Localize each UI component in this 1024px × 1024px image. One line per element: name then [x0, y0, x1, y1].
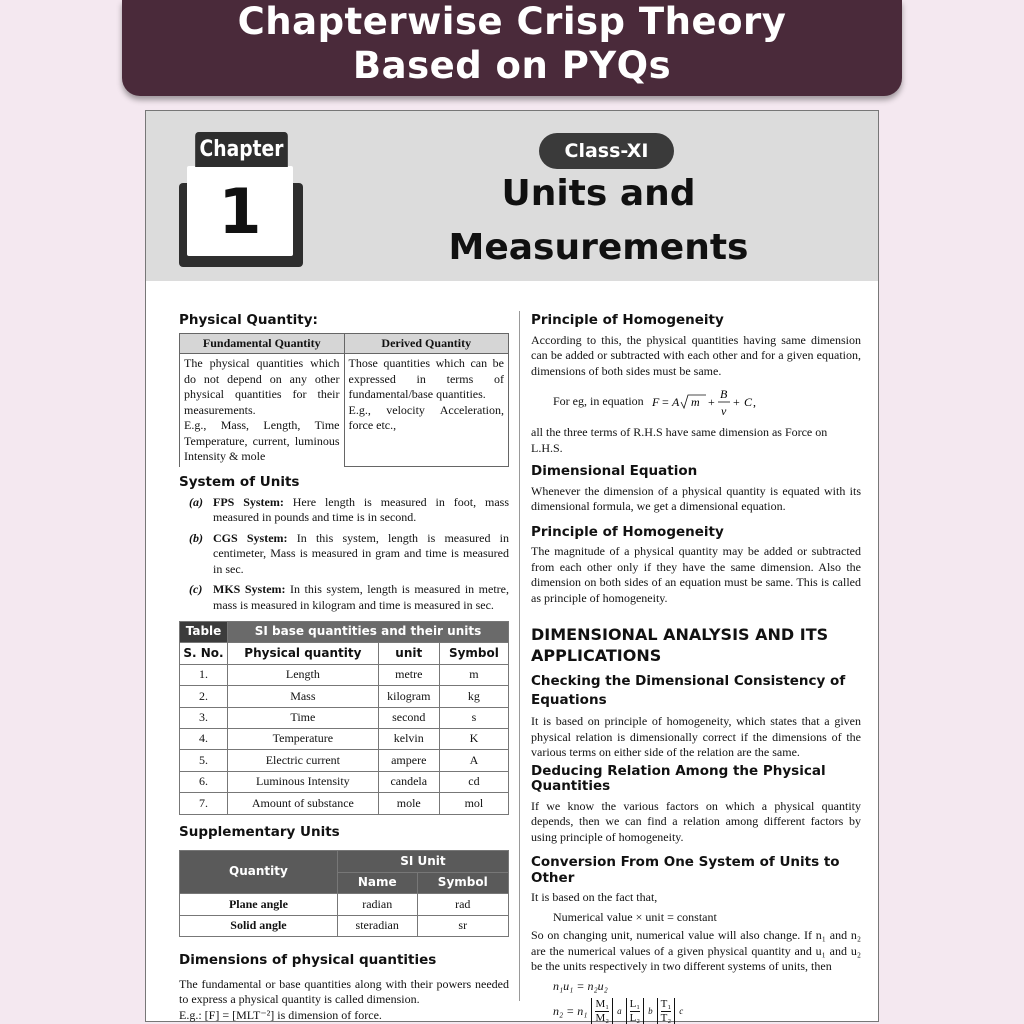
- table-cell: Temperature: [228, 728, 379, 749]
- example-label: For eg, in equation: [553, 394, 644, 409]
- list-label: (c): [189, 582, 203, 596]
- table-cell: Luminous Intensity: [228, 771, 379, 792]
- homogeneity-text: According to this, the physical quantities having same dimension can be added or subtracted with each other and for a given equation, dimensions of both sides must be same.: [531, 332, 861, 378]
- book-page: [145, 110, 879, 1022]
- checking-text: It is based on principle of homogeneity, which states that a given physical relation is dimensionally correct if the dimensions of the various terms on either side of the relation are the same.: [531, 714, 861, 759]
- svg-text:m: m: [690, 395, 700, 409]
- chapter-header: [146, 111, 878, 281]
- svg-text:=: =: [661, 395, 669, 409]
- table-cell: kelvin: [378, 728, 439, 749]
- homogeneity-after: all the three terms of R.H.S have same dimension as Force on L.H.S.: [531, 425, 828, 455]
- symbol-header: Symbol: [417, 872, 508, 894]
- fundamental-header: Fundamental Quantity: [180, 333, 345, 354]
- fundamental-definition-text: The physical quantities which do not depend on any other physical quantities for their measurements.: [184, 356, 340, 417]
- si-unit-header: SI Unit: [337, 851, 508, 873]
- system-fps: [189, 495, 509, 526]
- table-row: [180, 793, 509, 814]
- table-cell: rad: [417, 894, 508, 916]
- system-text: Here length is measured in foot, mass measured in pounds and time is in second.: [213, 494, 509, 524]
- table-cell: Solid angle: [180, 915, 338, 937]
- mass-ratio: M₁ M₂: [591, 998, 613, 1024]
- table-cell: Mass: [228, 686, 379, 707]
- table-cell: second: [378, 707, 439, 728]
- table-cell: candela: [378, 771, 439, 792]
- col-header-sno: S. No.: [180, 643, 228, 664]
- quantity-header: Quantity: [180, 851, 338, 894]
- col-header-unit: unit: [378, 643, 439, 664]
- svg-text:B: B: [719, 387, 727, 401]
- checking-heading: Checking the Dimensional Consistency of Equations: [531, 673, 846, 708]
- system-text: In this system, length is measured in metre, mass is measured in kilogram and time is measured in sec.: [213, 582, 509, 612]
- si-base-table: [179, 621, 509, 815]
- table-cell: radian: [337, 894, 417, 916]
- table-row: [180, 750, 509, 771]
- table-row: [180, 707, 509, 728]
- chapter-title: [446, 167, 751, 275]
- dimensions-heading: Dimensions of physical quantities: [179, 952, 437, 969]
- dimensions-example: E.g.: [F] = [MLT⁻²] is dimension of force.: [179, 1007, 382, 1022]
- svg-text:A: A: [671, 395, 679, 409]
- chapter-tab: Chapter: [195, 132, 288, 167]
- chapter-title-line-1: Units and: [501, 173, 696, 214]
- deducing-text: If we know the various factors on which a physical quantity depends, then we can find a relation among different factors by using principle of homogeneity.: [531, 798, 861, 844]
- table-caption-label: Table: [180, 622, 228, 643]
- table-cell: 1.: [180, 664, 228, 685]
- table-cell: steradian: [337, 915, 417, 937]
- svg-text:F: F: [651, 395, 659, 409]
- table-cell: 6.: [180, 771, 228, 792]
- list-label: (a): [189, 494, 203, 509]
- system-name: FPS System:: [213, 494, 284, 509]
- quantity-table: [179, 333, 509, 468]
- name-header: Name: [337, 872, 417, 894]
- conversion-heading: Conversion From One System of Units to Other: [531, 854, 840, 886]
- table-row: [180, 771, 509, 792]
- table-cell: 2.: [180, 686, 228, 707]
- list-label: (b): [189, 530, 203, 545]
- dimensional-analysis-heading: DIMENSIONAL ANALYSIS AND ITS APPLICATIONS: [531, 625, 829, 665]
- physical-quantity-heading: Physical Quantity:: [179, 312, 318, 328]
- col-header-quantity: Physical quantity: [228, 643, 379, 664]
- table-cell: Electric current: [228, 750, 379, 771]
- table-row: [180, 915, 509, 937]
- conversion-text-3: So on changing unit, numerical value will also change. If n₁ and n₂ are the numerical values of a given physical quantity and u₁ and u₂ be the units respectively in two different systems of units, then: [531, 928, 861, 973]
- conversion-text-1: It is based on the fact that,: [531, 890, 658, 904]
- dimensional-equation-text: Whenever the dimension of a physical quantity is equated with its dimensional formula, we get a dimensional equation.: [531, 483, 861, 513]
- table-cell: Plane angle: [180, 894, 338, 916]
- column-divider: [519, 311, 520, 1001]
- table-cell: Amount of substance: [228, 793, 379, 814]
- supplementary-table: [179, 850, 509, 937]
- svg-text:,: ,: [752, 395, 756, 409]
- system-of-units-heading: System of Units: [179, 474, 300, 490]
- table-cell: K: [439, 728, 508, 749]
- system-name: MKS System:: [213, 582, 286, 596]
- svg-text:v: v: [720, 404, 726, 418]
- table-caption: SI base quantities and their units: [228, 622, 509, 643]
- table-cell: mole: [378, 793, 439, 814]
- table-row: [180, 728, 509, 749]
- col-header-symbol: Symbol: [439, 643, 508, 664]
- svg-text:+: +: [732, 395, 740, 409]
- banner-line-2: Based on PYQs: [352, 44, 672, 87]
- system-mks: [189, 582, 509, 613]
- time-ratio: T₁ T₂: [657, 998, 676, 1024]
- systems-list: [189, 495, 509, 614]
- banner: [122, 0, 902, 96]
- table-cell: mol: [439, 793, 508, 814]
- system-name: CGS System:: [213, 530, 288, 545]
- table-cell: Time: [228, 707, 379, 728]
- derived-definition: [344, 354, 509, 467]
- system-cgs: [189, 531, 509, 578]
- right-column: [531, 309, 861, 1024]
- length-ratio: L₁ L₂: [626, 998, 645, 1024]
- table-cell: kilogram: [378, 686, 439, 707]
- deducing-heading: Deducing Relation Among the Physical Quantities: [531, 762, 826, 794]
- derived-definition-text: Those quantities which can be expressed in terms of fundamental/base quantities.: [348, 356, 504, 401]
- table-cell: m: [439, 664, 508, 685]
- table-row: [180, 686, 509, 707]
- table-cell: metre: [378, 664, 439, 685]
- eq-lhs: n₂ = n₁: [553, 1003, 588, 1018]
- table-cell: A: [439, 750, 508, 771]
- conversion-text-2: Numerical value × unit = constant: [553, 909, 717, 924]
- force-equation: [650, 385, 790, 419]
- dimensional-equation-heading: Dimensional Equation: [531, 463, 698, 479]
- table-cell: cd: [439, 771, 508, 792]
- table-row: [180, 664, 509, 685]
- fundamental-definition: [180, 354, 345, 467]
- table-row: [180, 894, 509, 916]
- si-table-body: [180, 664, 509, 814]
- conversion-equation-2: n₂ = n₁ M₁ M₂ a L₁ L₂ b T₁ T₂ c: [553, 998, 684, 1024]
- derived-header: Derived Quantity: [344, 333, 509, 354]
- chapter-number: 1: [187, 166, 293, 256]
- homogeneity-example: [553, 385, 861, 419]
- table-cell: Length: [228, 664, 379, 685]
- table-cell: 7.: [180, 793, 228, 814]
- table-cell: 3.: [180, 707, 228, 728]
- table-cell: kg: [439, 686, 508, 707]
- table-cell: 5.: [180, 750, 228, 771]
- svg-text:+: +: [707, 395, 715, 409]
- table-cell: ampere: [378, 750, 439, 771]
- fundamental-examples: E.g., Mass, Length, Time Temperature, current, luminous Intensity & mole: [184, 418, 340, 463]
- supplementary-heading: Supplementary Units: [179, 823, 340, 840]
- class-label: Class-XI: [539, 133, 674, 169]
- table-cell: 4.: [180, 728, 228, 749]
- dimensions-text: The fundamental or base quantities along with their powers needed to express a physical quantity is called dimension.: [179, 976, 509, 1007]
- homogeneity-heading-2: Principle of Homogeneity: [531, 523, 724, 540]
- homogeneity-text-2: The magnitude of a physical quantity may be added or subtracted from each other only if they have the same dimension. Also the dimension on both sides of an equation must be same. This is called as principle of homogeneity.: [531, 544, 861, 605]
- banner-line-1: Chapterwise Crisp Theory: [237, 0, 787, 43]
- conversion-equation-1: n₁u₁ = n₂u₂: [553, 978, 608, 993]
- system-text: In this system, length is measured in centimeter, Mass is measured in gram and time is measured in sec.: [213, 530, 509, 576]
- homogeneity-heading: Principle of Homogeneity: [531, 312, 724, 328]
- chapter-title-line-2: Measurements: [448, 227, 749, 268]
- left-column: [179, 309, 509, 1023]
- table-cell: s: [439, 707, 508, 728]
- derived-examples: E.g., velocity Acceleration, force etc.,: [348, 402, 504, 432]
- svg-text:C: C: [743, 395, 752, 409]
- table-cell: sr: [417, 915, 508, 937]
